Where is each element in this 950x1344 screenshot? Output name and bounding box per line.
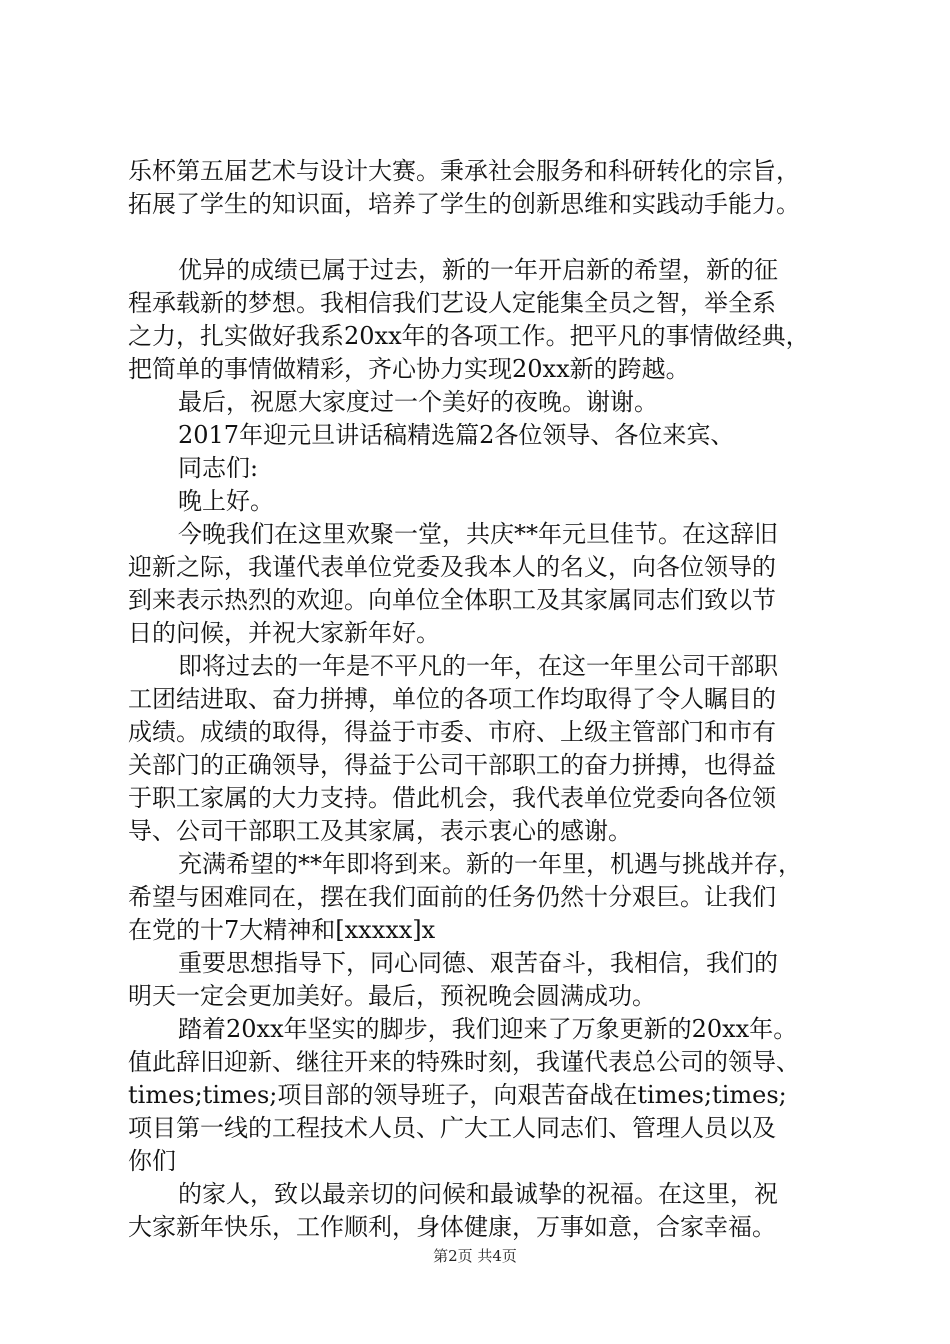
paragraph-line: 充满希望的**年即将到来。新的一年里，机遇与挑战并存，	[178, 850, 802, 878]
paragraph-line: 迎新之际，我谨代表单位党委及我本人的名义，向各位领导的	[128, 553, 776, 581]
paragraph-gap	[128, 221, 833, 254]
paragraph-line: 把简单的事情做精彩，齐心协力实现20xx新的跨越。	[128, 355, 690, 383]
document-body	[128, 155, 833, 1244]
page-number: 第2页 共4页	[433, 1247, 517, 1265]
paragraph-line: 踏着20xx年坚实的脚步，我们迎来了万象更新的20xx年。	[178, 1015, 798, 1043]
paragraph-line: 到来表示热烈的欢迎。向单位全体职工及其家属同志们致以节	[128, 586, 776, 614]
paragraph-line: 成绩。成绩的取得，得益于市委、市府、上级主管部门和市有	[128, 718, 776, 746]
paragraph-line: 希望与困难同在，摆在我们面前的任务仍然十分艰巨。让我们	[128, 883, 776, 911]
paragraph-line: 乐杯第五届艺术与设计大赛。秉承社会服务和科研转化的宗旨，	[128, 157, 800, 185]
paragraph-line: 今晚我们在这里欢聚一堂，共庆**年元旦佳节。在这辞旧	[178, 520, 778, 548]
paragraph-line: 大家新年快乐，工作顺利，身体健康，万事如意，合家幸福。	[128, 1213, 776, 1241]
paragraph-line: 程承载新的梦想。我相信我们艺设人定能集全员之智，举全系	[128, 289, 776, 317]
paragraph-line: 晚上好。	[178, 487, 274, 515]
paragraph-line: 在党的十7大精神和[xxxxx]x	[128, 916, 436, 944]
paragraph-line: 优异的成绩已属于过去，新的一年开启新的希望，新的征	[178, 256, 778, 284]
paragraph-line: 同志们:	[178, 454, 259, 482]
paragraph-line: 值此辞旧迎新、继往开来的特殊时刻，我谨代表总公司的领导、	[128, 1048, 800, 1076]
paragraph-line: 工团结进取、奋力拼搏，单位的各项工作均取得了令人瞩目的	[128, 685, 776, 713]
paragraph-line: 即将过去的一年是不平凡的一年，在这一年里公司干部职	[178, 652, 778, 680]
paragraph-line: 于职工家属的大力支持。借此机会，我代表单位党委向各位领	[128, 784, 776, 812]
paragraph-line: 项目第一线的工程技术人员、广大工人同志们、管理人员以及	[128, 1114, 776, 1142]
paragraph-line: times;times;项目部的领导班子，向艰苦奋战在times;times;	[128, 1081, 787, 1109]
paragraph-line: 日的问候，并祝大家新年好。	[128, 619, 440, 647]
paragraph-line: 重要思想指导下，同心同德、艰苦奋斗，我相信，我们的	[178, 949, 778, 977]
paragraph-line: 之力，扎实做好我系20xx年的各项工作。把平凡的事情做经典，	[128, 322, 810, 350]
paragraph-line: 拓展了学生的知识面，培养了学生的创新思维和实践动手能力。	[128, 190, 800, 218]
paragraph-line: 的家人，致以最亲切的问候和最诚挚的祝福。在这里，祝	[178, 1180, 778, 1208]
paragraph-line: 导、公司干部职工及其家属，表示衷心的感谢。	[128, 817, 632, 845]
paragraph-line: 关部门的正确领导，得益于公司干部职工的奋力拼搏，也得益	[128, 751, 776, 779]
paragraph-line: 2017年迎元旦讲话稿精选篇2各位领导、各位来宾、	[178, 421, 735, 449]
paragraph-line: 你们	[128, 1147, 176, 1175]
paragraph-line: 明天一定会更加美好。最后，预祝晚会圆满成功。	[128, 982, 656, 1010]
paragraph-line: 最后，祝愿大家度过一个美好的夜晚。谢谢。	[178, 388, 658, 416]
